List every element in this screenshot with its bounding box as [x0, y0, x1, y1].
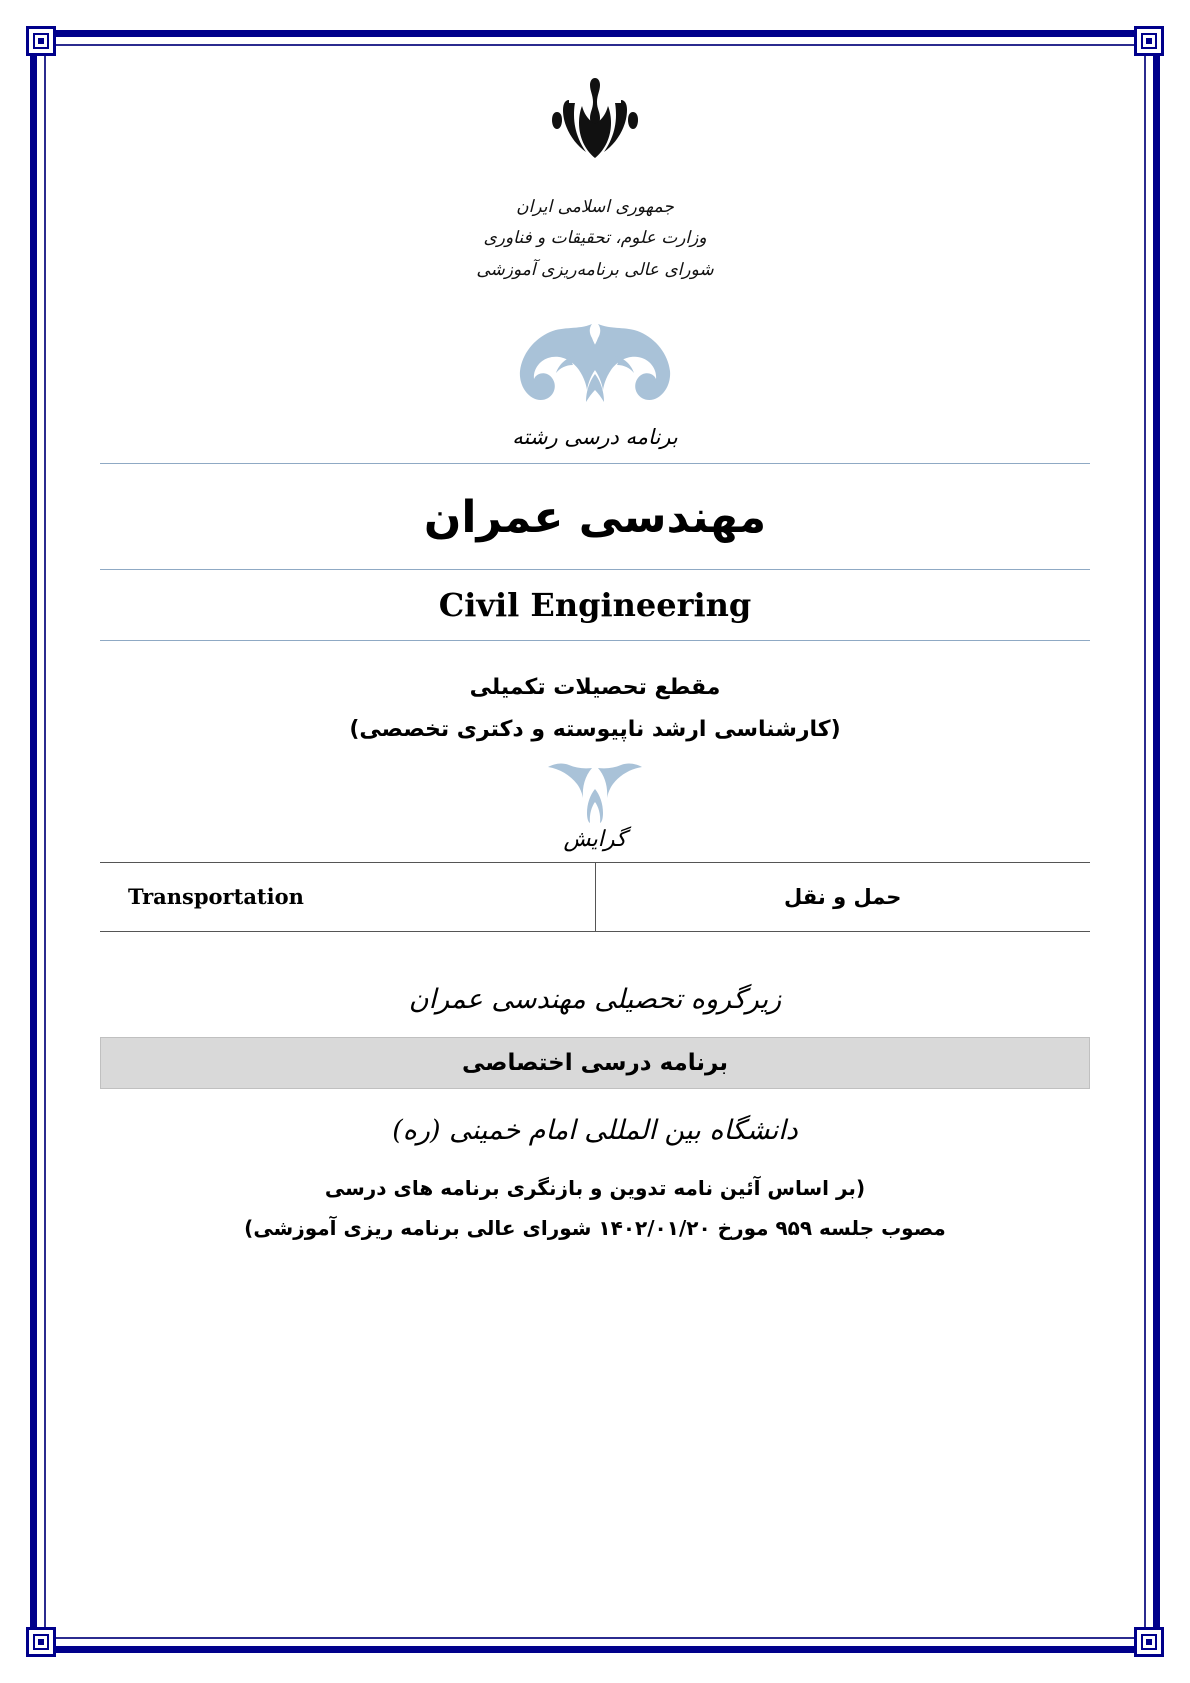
degree-level-block	[100, 667, 1090, 751]
corner-ornament-bottom-left	[26, 1627, 56, 1657]
branch-label: گرایش	[563, 826, 627, 852]
page-title-fa: مهندسی عمران	[423, 492, 767, 544]
subgroup-label: زیرگروه تحصیلی مهندسی عمران	[408, 983, 782, 1015]
header-line-council: شورای عالی برنامه‌ریزی آموزشی	[476, 259, 714, 280]
corner-ornament-top-left	[26, 26, 56, 56]
iran-emblem-icon	[535, 70, 655, 178]
program-label: برنامه درسی رشته	[512, 425, 678, 450]
approval-line-1: (بر اساس آئین نامه تدوین و بازنگری برنامه های درسی	[324, 1175, 866, 1200]
university-name: دانشگاه بین المللی امام خمینی (ره)	[392, 1114, 798, 1146]
corner-ornament-bottom-right	[1134, 1627, 1164, 1657]
page-title-en: Civil Engineering	[438, 586, 752, 625]
approval-note	[100, 1168, 1090, 1248]
divider-bottom	[100, 640, 1090, 641]
ministry-header	[100, 192, 1090, 286]
status-badge: برنامه درسی اختصاصی	[100, 1037, 1090, 1089]
branch-table	[100, 862, 1090, 932]
degree-level-line-2: (کارشناسی ارشد ناپیوسته و دکتری تخصصی)	[349, 717, 841, 743]
divider-top	[100, 463, 1090, 464]
corner-ornament-top-right	[1134, 26, 1164, 56]
header-line-ministry: وزارت علوم، تحقیقات و فناوری	[483, 228, 707, 249]
header-line-country: جمهوری اسلامی ایران	[516, 197, 674, 217]
small-floral-ornament-icon	[540, 757, 650, 823]
divider-middle	[100, 569, 1090, 570]
degree-level-line-1: مقطع تحصیلات تکمیلی	[469, 675, 721, 701]
floral-ornament-icon	[480, 312, 710, 417]
approval-line-2: مصوب جلسه ۹۵۹ مورخ ۱۴۰۲/۰۱/۲۰ شورای عالی برنامه ریزی آموزشی)	[244, 1215, 946, 1240]
document-content	[100, 70, 1090, 1248]
table-row	[100, 862, 1090, 931]
branch-name-en	[100, 862, 595, 931]
branch-name-en-text: Transportation	[128, 884, 304, 910]
branch-name-fa: حمل و نقل	[595, 862, 1090, 931]
